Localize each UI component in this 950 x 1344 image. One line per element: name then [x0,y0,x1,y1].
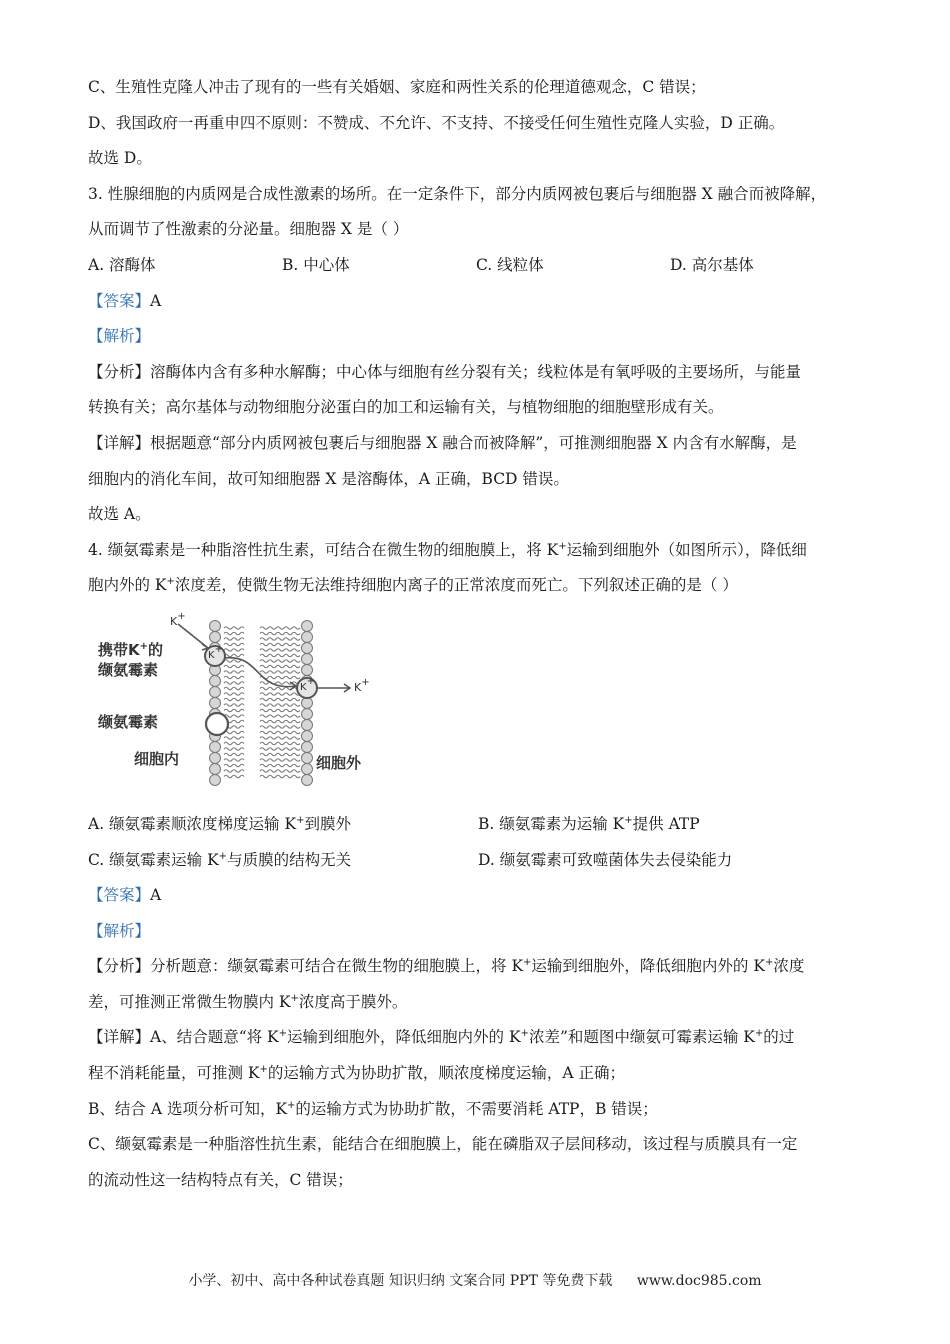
lipid-tail [260,693,300,696]
option-a: A. 溶酶体 [88,255,156,274]
option-c: C. 线粒体 [476,255,544,274]
stem-text: 胞内外的 K [88,576,167,595]
answer-line [88,878,878,914]
lipid-tail [224,764,244,767]
lipid-tail [260,676,300,679]
lipid-tail [224,698,244,701]
lipid-tail [260,643,300,646]
outside-cell-label: 细胞外 [316,753,362,772]
fenxi-line: 【分析】分析题意：缬氨霉素可结合在微生物的细胞膜上，将 K+运输到细胞外，降低细胞内外的 K+浓度 [88,957,805,976]
lipid-tail [224,715,244,718]
lipid-tail [260,731,300,734]
lipid-tail [224,731,244,734]
lipid-tail [260,759,300,762]
valinomycin-label: 缬氨霉素 [98,712,159,731]
detail-text: 根据题意“部分内质网被包裹后与细胞器 X 融合而被降解”，可推测细胞器 X 内含有水解酶，是 [150,433,797,452]
lipid-tails [224,627,300,778]
lipid-tail [224,704,244,707]
phospholipid-head [210,686,221,697]
phospholipid-head [302,763,313,774]
analysis-line [88,319,878,355]
phospholipid-head [302,631,313,642]
question-3-options [88,248,878,284]
phospholipid-head [210,675,221,686]
lipid-tail [224,643,244,646]
lipid-tail [260,770,300,773]
option-d: D. 缬氨霉素可致噬菌体失去侵染能力 [478,850,733,869]
phospholipid-head [302,730,313,741]
stem-text: 浓度差，使微生物无法维持细胞内离子的正常浓度而死亡。下列叙述正确的是（ ） [174,576,738,595]
lipid-tail [224,676,244,679]
phospholipid-head [210,763,221,774]
phospholipid-head [302,664,313,675]
lipid-tail [260,698,300,701]
lipid-tail [260,720,300,723]
question-4-stem [88,533,878,569]
phospholipid-head [302,708,313,719]
phospholipid-head [302,653,313,664]
option-a: A. 缬氨霉素顺浓度梯度运输 K+到膜外 [88,814,351,833]
k-ion-label: K+ [170,610,186,628]
carrying-k-label: 缬氨霉素 [98,660,159,679]
phospholipid-head [210,741,221,752]
lipid-tail [224,753,244,756]
lipid-tail [224,759,244,762]
fenxi-line [88,355,878,391]
page-footer [0,1270,950,1290]
lipid-tail [260,665,300,668]
lipid-tail [260,671,300,674]
fenxi-text: 溶酶体内含有多种水解酶；中心体与细胞有丝分裂有关；线粒体是有氧呼吸的主要场所，与能量 [150,362,802,381]
phospholipid-head [210,697,221,708]
lipid-tail [224,638,244,641]
lipid-tail [224,709,244,712]
question-4-options [88,807,878,843]
answer-value: A [150,886,162,905]
phospholipid-head [210,774,221,785]
detail-line: 程不消耗能量，可推测 K+的运输方式为协助扩散，顺浓度梯度运输，A 正确； [88,1064,626,1083]
lipid-tail [224,665,244,668]
fenxi-tag: 【分析】 [88,362,151,381]
question-3-stem: 从而调节了性激素的分泌量。细胞器 X 是（ ） [88,220,409,239]
lipid-tail [224,671,244,674]
lipid-tail [260,748,300,751]
text-line: C、生殖性克隆人冲击了现有的一些有关婚姻、家庭和两性关系的伦理道德观念，C 错误； [88,78,706,96]
analysis-tag: 【解析】 [88,921,151,940]
lipid-tail [260,627,300,630]
phospholipid-head [302,642,313,653]
question-3-stem: 3. 性腺细胞的内质网是合成性激素的场所。在一定条件下，部分内质网被包裹后与细胞器 X 融合而被降解， [88,184,827,203]
lipid-tail [260,638,300,641]
superscript-plus: + [166,576,175,588]
phospholipid-head [210,620,221,631]
inside-cell-label: 细胞内 [134,749,180,768]
phospholipid-head [302,741,313,752]
text-line: D、我国政府一再重申四不原则：不赞成、不允许、不支持、不接受任何生殖性克隆人实验，D 正确。 [88,113,785,132]
lipid-tail [224,775,244,778]
lipid-tail [260,654,300,657]
lipid-tail [260,742,300,745]
lipid-tail [260,737,300,740]
lipid-tail [260,649,300,652]
answer-line [88,284,878,320]
question-4-options [88,843,878,879]
lipid-tail [224,632,244,635]
lipid-tail [224,770,244,773]
phospholipid-head [210,752,221,763]
analysis-line [88,914,878,950]
detail-line: 的流动性这一结构特点有关，C 错误； [88,1170,353,1189]
lipid-tail [260,660,300,663]
lipid-tail [260,632,300,635]
lipid-tail [224,627,244,630]
detail-line: B、结合 A 选项分析可知，K+的运输方式为协助扩散，不需要消耗 ATP，B 错误； [88,1099,658,1118]
lipid-tail [224,682,244,685]
membrane-figure [94,610,384,789]
detail-line: C、缬氨霉素是一种脂溶性抗生素，能结合在细胞膜上，能在磷脂双子层间移动，该过程与质膜具有一定 [88,1135,798,1154]
answer-tag: 【答案】 [88,886,151,905]
phospholipid-head [302,719,313,730]
phospholipid-head [302,697,313,708]
lipid-tail [224,737,244,740]
phospholipid-head [302,774,313,785]
lipid-tail [224,687,244,690]
lipid-tail [260,764,300,767]
k-ion-label: K+ [354,676,370,694]
k-ion-label: K+ [300,675,315,693]
answer-value: A [150,291,162,310]
valinomycin-ring [206,713,228,735]
detail-line: 细胞内的消化车间，故可知细胞器 X 是溶酶体，A 正确，BCD 错误。 [88,469,569,488]
lipid-tail [260,709,300,712]
lipid-tail [224,649,244,652]
lipid-tail [224,693,244,696]
lipid-tail [260,715,300,718]
answer-tag: 【答案】 [88,291,151,310]
detail-line [88,426,878,462]
stem-text: 运输到细胞外（如图所示），降低细 [566,540,807,559]
phospholipid-head [210,631,221,642]
lipid-tail [224,748,244,751]
lipid-tail [224,742,244,745]
lipid-tail [260,775,300,778]
option-c: C. 缬氨霉素运输 K+与质膜的结构无关 [88,850,352,869]
option-b: B. 缬氨霉素为运输 K+提供 ATP [478,814,700,833]
phospholipid-head [302,752,313,763]
option-b: B. 中心体 [282,255,350,274]
detail-line: 【详解】A、结合题意“将 K+运输到细胞外，降低细胞内外的 K+浓差”和题图中缬氨可霉素运输 K+的过 [88,1028,795,1047]
footer-text: 小学、初中、高中各种试卷真题 知识归纳 文案合同 PPT 等免费下载 [188,1273,613,1289]
document-body [88,70,878,1198]
analysis-tag: 【解析】 [88,327,151,346]
carrying-k-label: 携带K+的 [98,640,164,659]
option-d: D. 高尔基体 [670,255,754,274]
lipid-tail [260,753,300,756]
choose-line: 故选 A。 [88,505,151,524]
fenxi-line: 差，可推测正常微生物膜内 K+浓度高于膜外。 [88,992,408,1011]
lipid-tail [260,704,300,707]
text-line: 故选 D。 [88,149,152,168]
stem-text: 4. 缬氨霉素是一种脂溶性抗生素，可结合在微生物的细胞膜上，将 K [88,540,559,559]
footer-url-link[interactable]: www.doc985.com [636,1273,762,1289]
lipid-tail [260,726,300,729]
superscript-plus: + [558,540,567,552]
phospholipid-head [302,620,313,631]
detail-tag: 【详解】 [88,433,151,452]
lipid-tail [224,654,244,657]
question-4-stem [88,568,878,604]
k-ion-label: K+ [208,643,223,661]
fenxi-line: 转换有关；高尔基体与动物细胞分泌蛋白的加工和运输有关，与植物细胞的细胞壁形成有关。 [88,398,724,417]
